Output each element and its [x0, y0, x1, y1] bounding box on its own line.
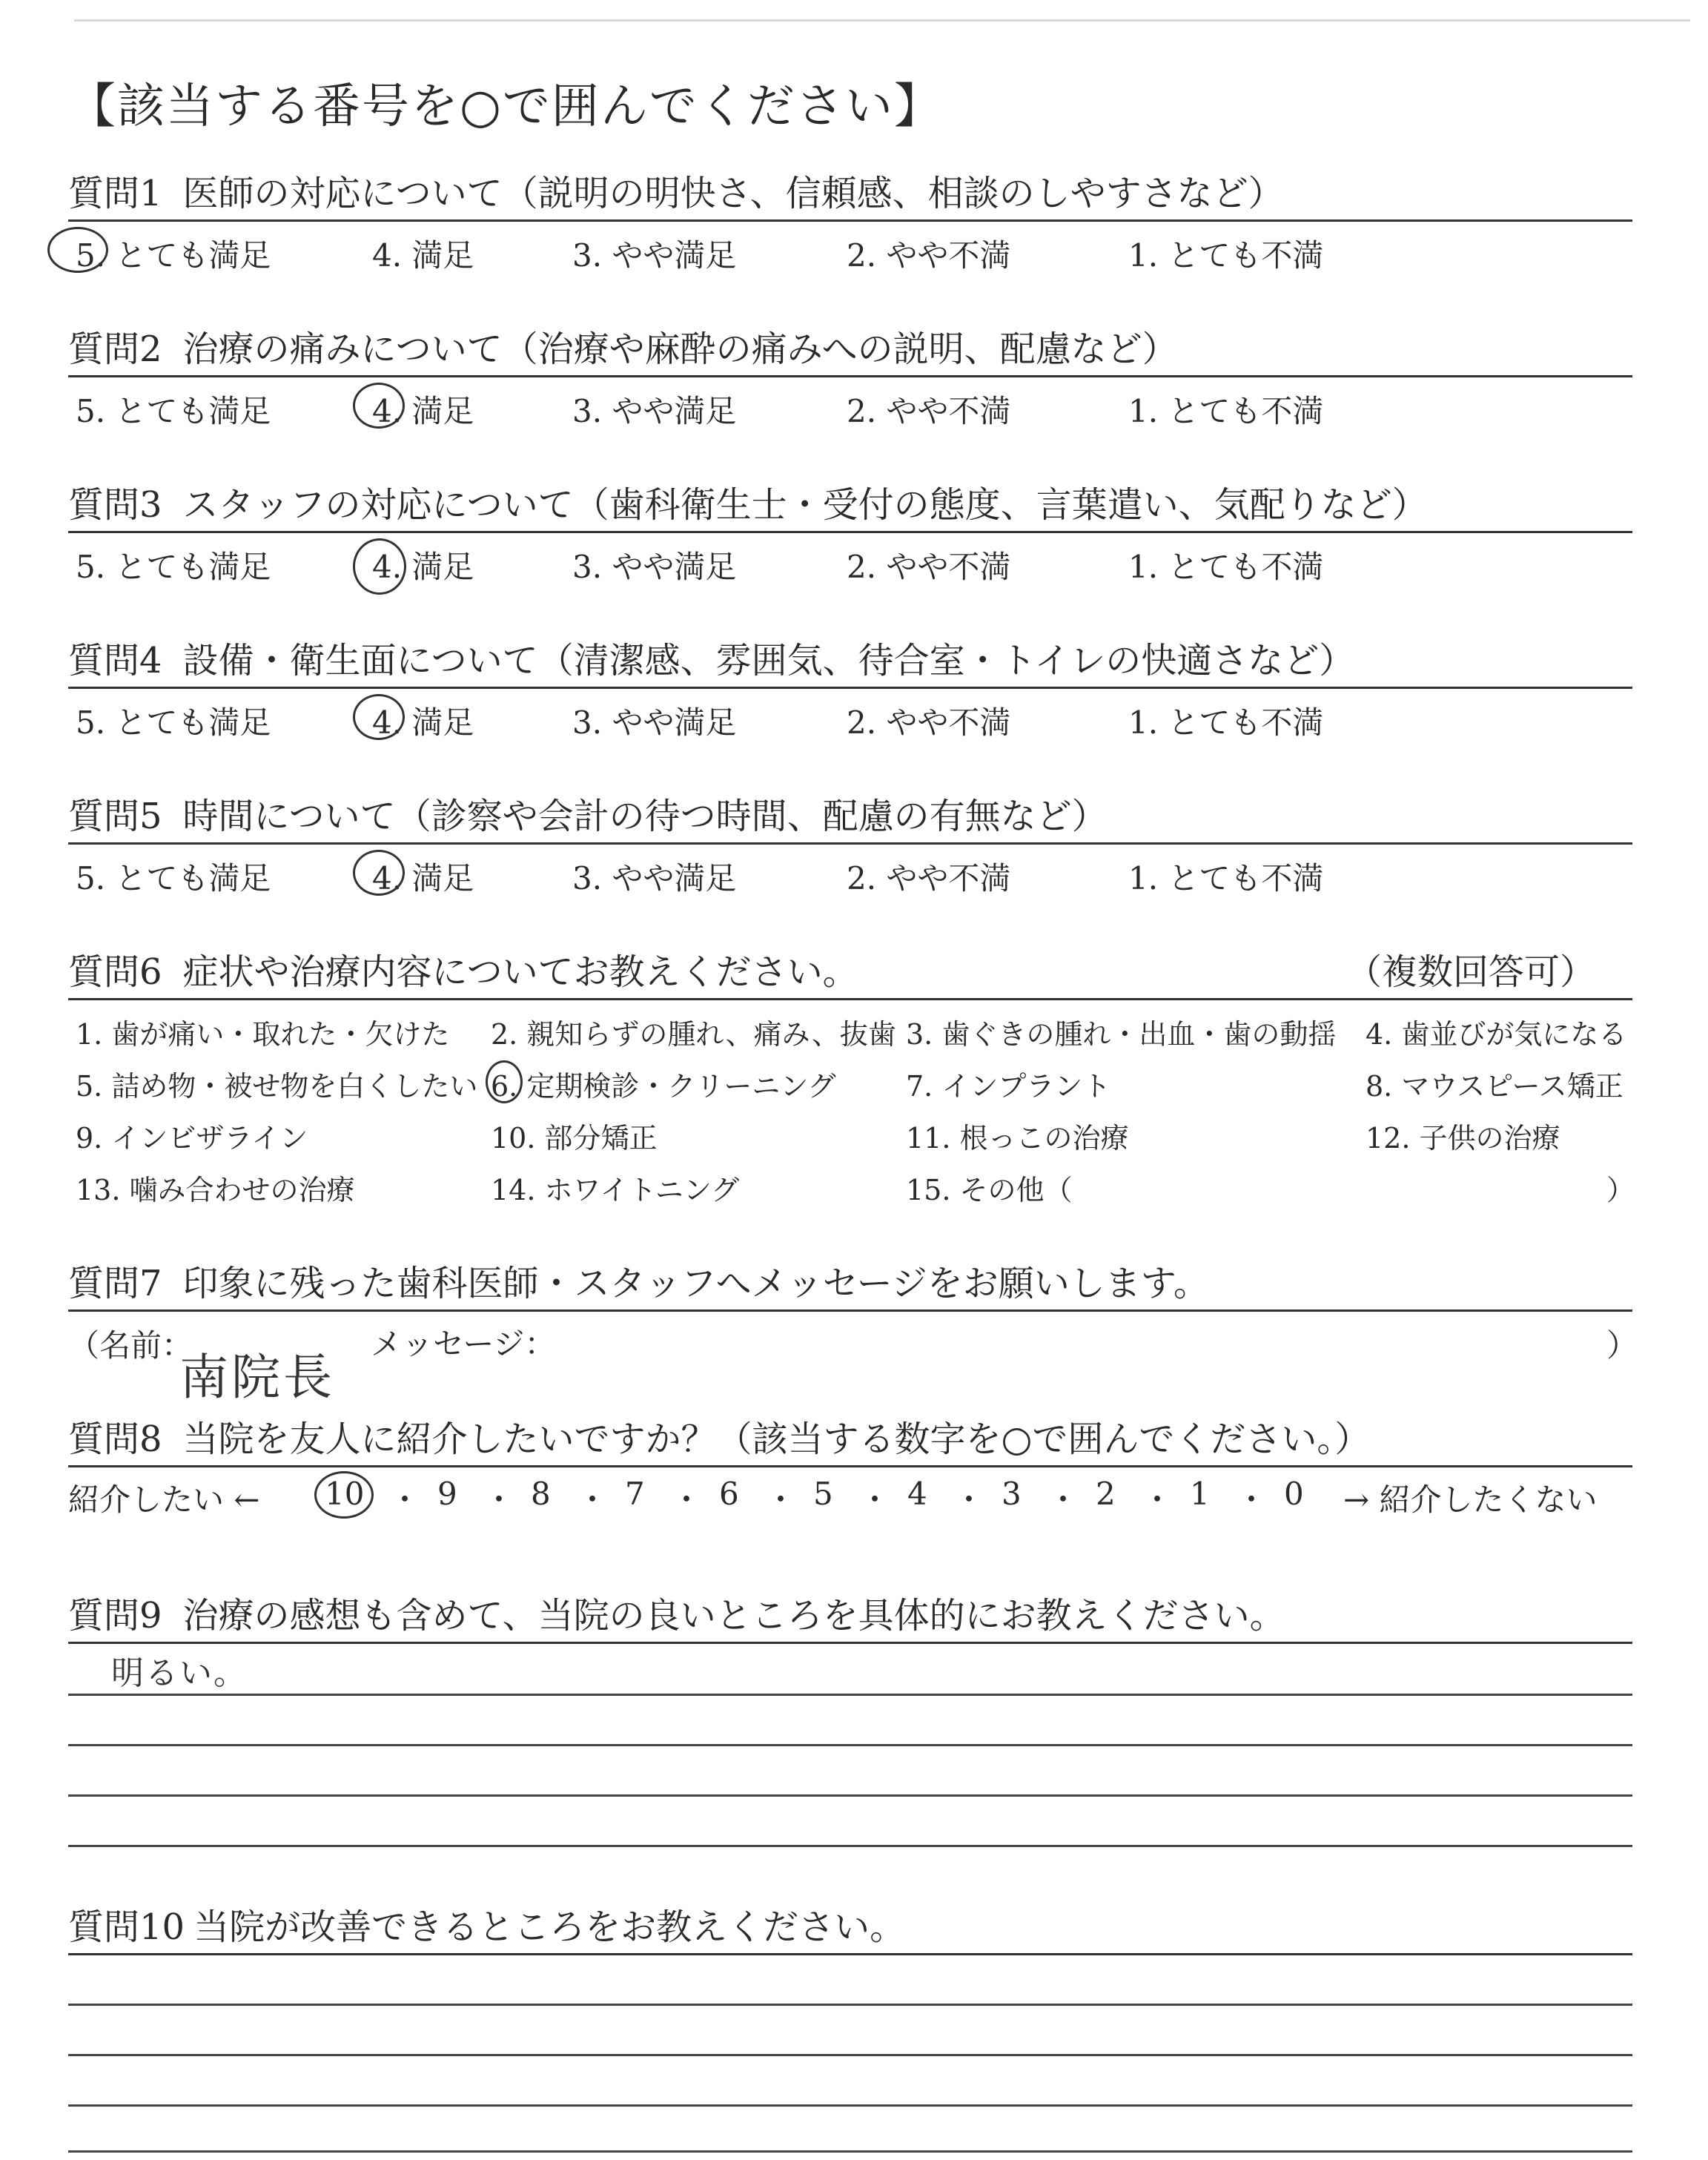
scale-6[interactable]: 6 — [719, 1476, 739, 1512]
scale-separator: ・ — [859, 1482, 891, 1518]
scale-separator: ・ — [389, 1482, 421, 1518]
option-3[interactable]: 3. やや満足 — [572, 704, 737, 741]
symptom-option-10[interactable]: 10. 部分矯正 — [491, 1122, 658, 1155]
question-number: 質問9 — [68, 1595, 162, 1636]
question-6 — [68, 943, 1635, 1225]
question-rule — [68, 1953, 1632, 1955]
symptom-option-1[interactable]: 1. 歯が痛い・取れた・欠けた — [76, 1018, 450, 1051]
answer-line[interactable] — [68, 2004, 1632, 2006]
question-rule — [68, 842, 1632, 845]
option-4[interactable]: 4. 満足 — [372, 860, 474, 896]
other-close-paren: ） — [1606, 1174, 1635, 1206]
scale-0[interactable]: 0 — [1284, 1476, 1304, 1512]
scale-separator: ・ — [765, 1482, 797, 1518]
question-text: 症状や治療内容についてお教えください。 — [182, 951, 858, 993]
option-4[interactable]: 4. 満足 — [372, 549, 474, 585]
scale-1[interactable]: 1 — [1190, 1476, 1210, 1512]
option-1[interactable]: 1. とても不満 — [1128, 704, 1324, 741]
answer-line[interactable] — [68, 1694, 1632, 1696]
answer-line[interactable] — [68, 1744, 1632, 1746]
symptom-option-6[interactable]: 6. 定期検診・クリーニング — [491, 1070, 836, 1103]
question-7 — [68, 1255, 1638, 1406]
symptom-option-7[interactable]: 7. インプラント — [906, 1070, 1111, 1103]
question-number: 質問3 — [68, 484, 162, 526]
question-rule — [68, 531, 1632, 533]
question-number: 質問2 — [68, 328, 162, 370]
scale-separator: ・ — [1236, 1482, 1268, 1518]
question-2 — [68, 320, 1632, 429]
option-5[interactable]: 5. とても満足 — [76, 860, 271, 896]
scale-5[interactable]: 5 — [813, 1476, 833, 1512]
scale-4[interactable]: 4 — [907, 1476, 927, 1512]
option-1[interactable]: 1. とても不満 — [1128, 393, 1324, 429]
symptom-option-14[interactable]: 14. ホワイトニング — [491, 1174, 740, 1206]
question-5 — [68, 787, 1632, 896]
scan-top-edge — [74, 19, 1690, 22]
selection-circle — [353, 694, 405, 740]
option-2[interactable]: 2. やや不満 — [847, 860, 1011, 896]
recommend-right-label: → 紹介したくない — [1343, 1482, 1598, 1518]
scale-separator: ・ — [1142, 1482, 1174, 1518]
option-5[interactable]: 5. とても満足 — [76, 393, 271, 429]
question-number: 質問4 — [68, 640, 162, 681]
option-2[interactable]: 2. やや不満 — [847, 704, 1011, 741]
question-text: 治療の感想も含めて、当院の良いところを具体的にお教えください。 — [182, 1595, 1285, 1636]
scale-9[interactable]: 9 — [437, 1476, 457, 1512]
question-text: 印象に残った歯科医師・スタッフへメッセージをお願いします。 — [182, 1263, 1209, 1304]
symptom-option-11[interactable]: 11. 根っこの治療 — [906, 1122, 1129, 1155]
question-rule — [68, 375, 1632, 377]
scale-separator: ・ — [1047, 1482, 1079, 1518]
symptom-option-13[interactable]: 13. 噛み合わせの治療 — [76, 1174, 355, 1206]
question-number: 質問6 — [68, 951, 162, 993]
option-1[interactable]: 1. とても不満 — [1128, 549, 1324, 585]
question-rule — [68, 998, 1632, 1000]
answer-line[interactable] — [68, 2054, 1632, 2056]
scale-separator: ・ — [671, 1482, 703, 1518]
scale-separator: ・ — [577, 1482, 609, 1518]
option-2[interactable]: 2. やや不満 — [847, 549, 1011, 585]
question-text: 時間について（診察や会計の待つ時間、配慮の有無など） — [182, 796, 1108, 837]
scale-10[interactable]: 10 — [325, 1476, 365, 1512]
option-1[interactable]: 1. とても不満 — [1128, 237, 1324, 274]
symptom-option-9[interactable]: 9. インビザライン — [76, 1122, 308, 1155]
selection-circle — [353, 538, 406, 595]
handwritten-name[interactable]: 南院長 — [179, 1349, 335, 1406]
selection-circle — [486, 1060, 523, 1103]
selection-circle — [353, 850, 405, 896]
option-4[interactable]: 4. 満足 — [372, 704, 474, 741]
option-2[interactable]: 2. やや不満 — [847, 393, 1011, 429]
question-3 — [68, 476, 1632, 585]
form-title: 【該当する番号を○で囲んでください】 — [68, 79, 943, 134]
question-9 — [68, 1587, 1632, 1668]
symptom-option-5[interactable]: 5. 詰め物・被せ物を白くしたい — [76, 1070, 478, 1103]
answer-line[interactable] — [68, 1845, 1632, 1847]
selection-circle — [353, 383, 405, 429]
question-text: 当院が改善できるところをお教えください。 — [193, 1906, 906, 1948]
scale-8[interactable]: 8 — [531, 1476, 551, 1512]
question-text: 治療の痛みについて（治療や麻酔の痛みへの説明、配慮など） — [182, 328, 1178, 370]
question-rule — [68, 687, 1632, 689]
question-number: 質問7 — [68, 1263, 162, 1304]
answer-line[interactable] — [68, 2104, 1632, 2107]
question-rule — [68, 1465, 1632, 1467]
multiple-answer-note: （複数回答可） — [1345, 951, 1595, 993]
option-5[interactable]: 5. とても満足 — [76, 549, 271, 585]
question-number: 質問5 — [68, 796, 162, 837]
question-text: 設備・衛生面について（清潔感、雰囲気、待合室・トイレの快適さなど） — [182, 640, 1355, 681]
question-text: 医師の対応について（説明の明快さ、信頼感、相談のしやすさなど） — [182, 173, 1284, 214]
option-1[interactable]: 1. とても不満 — [1128, 860, 1324, 896]
message-close-paren: ） — [1606, 1327, 1638, 1364]
option-2[interactable]: 2. やや不満 — [847, 237, 1011, 274]
option-5[interactable]: 5. とても満足 — [76, 237, 271, 274]
scale-7[interactable]: 7 — [625, 1476, 645, 1512]
name-label: （名前： — [68, 1327, 193, 1364]
option-3[interactable]: 3. やや満足 — [572, 549, 737, 585]
symptom-option-12[interactable]: 12. 子供の治療 — [1366, 1122, 1560, 1155]
selection-circle — [314, 1471, 374, 1519]
symptom-option-2[interactable]: 2. 親知らずの腫れ、痛み、抜歯 — [491, 1018, 896, 1051]
symptom-option-3[interactable]: 3. 歯ぐきの腫れ・出血・歯の動揺 — [906, 1018, 1337, 1051]
question-text: 当院を友人に紹介したいですか？（該当する数字を○で囲んでください。） — [182, 1418, 1371, 1460]
symptom-option-8[interactable]: 8. マウスピース矯正 — [1366, 1070, 1623, 1103]
scale-separator: ・ — [953, 1482, 985, 1518]
question-number: 質問10 — [68, 1906, 185, 1948]
question-1 — [68, 165, 1632, 274]
handwritten-answer[interactable]: 明るい。 — [111, 1654, 248, 1692]
scale-3[interactable]: 3 — [1002, 1476, 1022, 1512]
message-label: メッセージ： — [371, 1326, 556, 1362]
scale-2[interactable]: 2 — [1096, 1476, 1116, 1512]
question-text: スタッフの対応について（歯科衛生士・受付の態度、言葉遣い、気配りなど） — [182, 484, 1428, 526]
question-rule — [68, 1642, 1632, 1644]
option-3[interactable]: 3. やや満足 — [572, 237, 737, 274]
question-rule — [68, 1309, 1632, 1312]
question-number: 質問1 — [68, 173, 162, 214]
selection-circle — [47, 227, 108, 273]
option-5[interactable]: 5. とても満足 — [76, 704, 271, 741]
option-3[interactable]: 3. やや満足 — [572, 393, 737, 429]
scale-separator: ・ — [483, 1482, 515, 1518]
recommend-left-label: 紹介したい ← — [68, 1482, 260, 1518]
answer-line[interactable] — [68, 1794, 1632, 1797]
answer-line[interactable] — [68, 2150, 1632, 2153]
question-rule — [68, 219, 1632, 222]
question-10 — [68, 1898, 1632, 1980]
option-4[interactable]: 4. 満足 — [372, 393, 474, 429]
symptom-option-4[interactable]: 4. 歯並びが気になる — [1366, 1018, 1627, 1051]
symptom-option-15[interactable]: 15. その他（ — [906, 1174, 1073, 1206]
question-number: 質問8 — [68, 1418, 162, 1460]
question-4 — [68, 632, 1632, 741]
option-3[interactable]: 3. やや満足 — [572, 860, 737, 896]
option-4[interactable]: 4. 満足 — [372, 237, 474, 274]
